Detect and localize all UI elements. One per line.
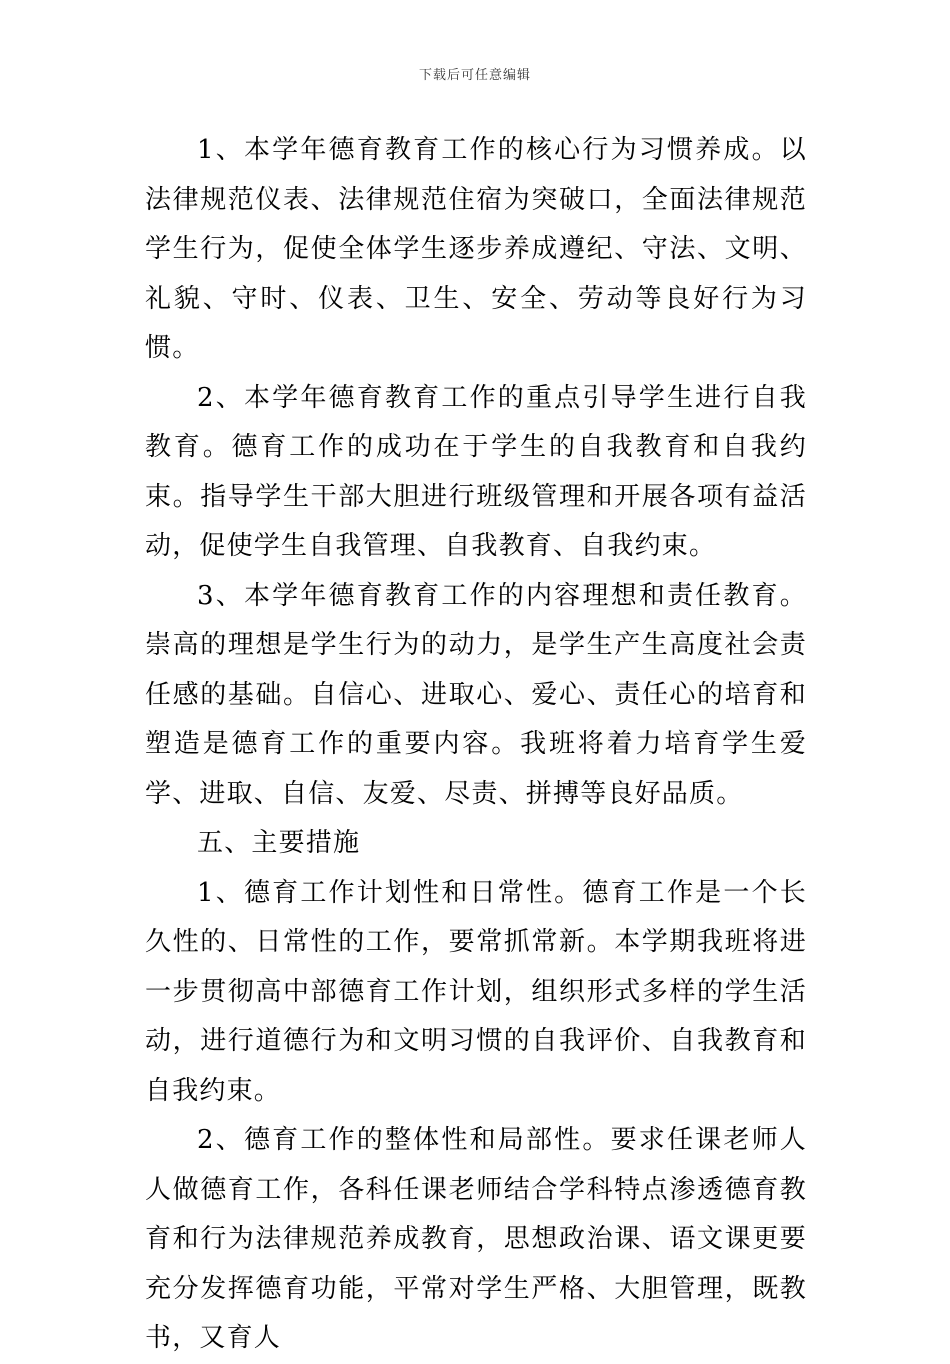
paragraph-overall-local: 2、德育工作的整体性和局部性。要求任课老师人人做德育工作，各科任课老师结合学科特点渗透德育教育和行为法律规范养成教育，思想政治课、语文课更要充分发挥德育功能，平常对学生严格、大胆管理，既教书，又育人 <box>145 1125 807 1353</box>
paragraph-ideal-responsibility: 3、本学年德育教育工作的内容理想和责任教育。崇高的理想是学生行为的动力，是学生产生高度社会责任感的基础。自信心、进取心、爱心、责任心的培育和塑造是德育工作的重要内容。我班将着力培育学生爱学、进取、自信、友爱、尽责、拼搏等良好品质。 <box>145 580 807 809</box>
page-header-note: 下载后可任意编辑 <box>418 68 531 83</box>
section-heading-main-measures: 五、主要措施 <box>197 828 361 858</box>
paragraph-planning-daily: 1、德育工作计划性和日常性。德育工作是一个长久性的、日常性的工作，要常抓常新。本学期我班将进一步贯彻高中部德育工作计划，组织形式多样的学生活动，进行道德行为和文明习惯的自我评价、自我教育和自我约束。 <box>145 877 807 1106</box>
paragraph-self-education: 2、本学年德育教育工作的重点引导学生进行自我教育。德育工作的成功在于学生的自我教育和自我约束。指导学生干部大胆进行班级管理和开展各项有益活动，促使学生自我管理、自我教育、自我约束。 <box>145 382 807 561</box>
paragraph-habit-formation: 1、本学年德育教育工作的核心行为习惯养成。以法律规范仪表、法律规范住宿为突破口，全面法律规范学生行为，促使全体学生逐步养成遵纪、守法、文明、礼貌、守时、仪表、卫生、安全、劳动等良好行为习惯。 <box>145 135 807 363</box>
document-body <box>145 126 807 1364</box>
